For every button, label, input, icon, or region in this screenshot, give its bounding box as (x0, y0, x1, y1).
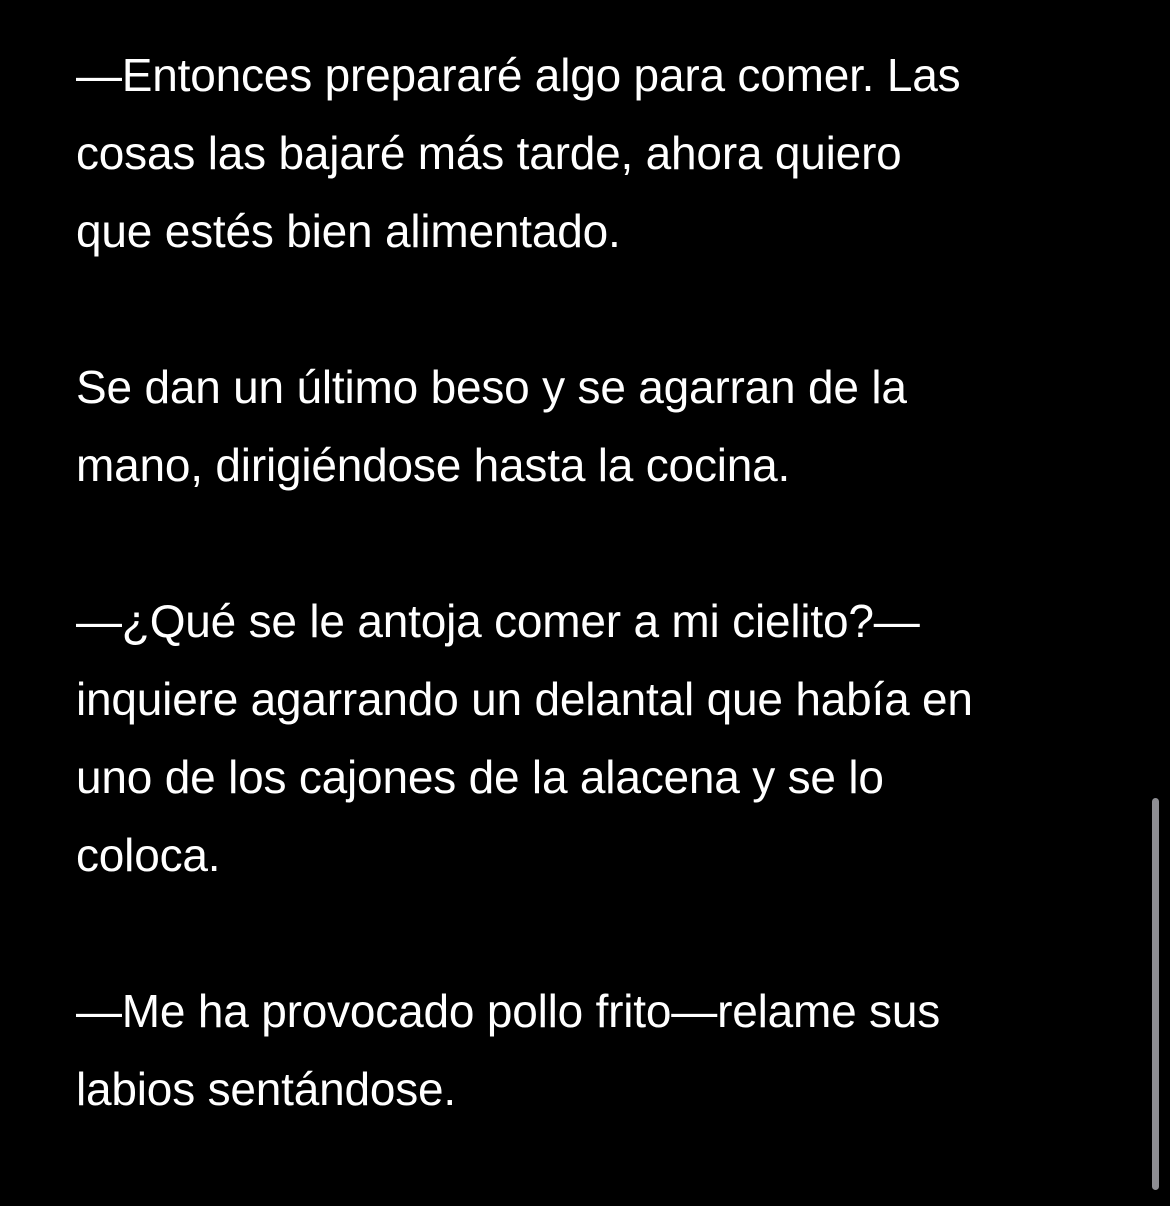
text-line: mano, dirigiéndose hasta la cocina. (76, 439, 791, 491)
text-content (76, 36, 1116, 1206)
text-line: —Entonces prepararé algo para comer. Las (76, 49, 961, 101)
text-line: inquiere agarrando un delantal que había en (76, 673, 973, 725)
paragraph (76, 972, 1116, 1128)
text-line: Se dan un último beso y se agarran de la (76, 361, 907, 413)
paragraph (76, 36, 1116, 270)
text-line: cosas las bajaré más tarde, ahora quiero (76, 127, 902, 179)
text-line: —¿Qué se le antoja comer a mi cielito?— (76, 595, 920, 647)
paragraph (76, 348, 1116, 504)
text-line: —Me ha provocado pollo frito—relame sus (76, 985, 941, 1037)
paragraph (76, 582, 1116, 894)
text-line: uno de los cajones de la alacena y se lo (76, 751, 884, 803)
text-line: coloca. (76, 829, 221, 881)
text-line: labios sentándose. (76, 1063, 457, 1115)
text-line: que estés bien alimentado. (76, 205, 621, 257)
scrollbar-thumb[interactable] (1152, 798, 1159, 1190)
